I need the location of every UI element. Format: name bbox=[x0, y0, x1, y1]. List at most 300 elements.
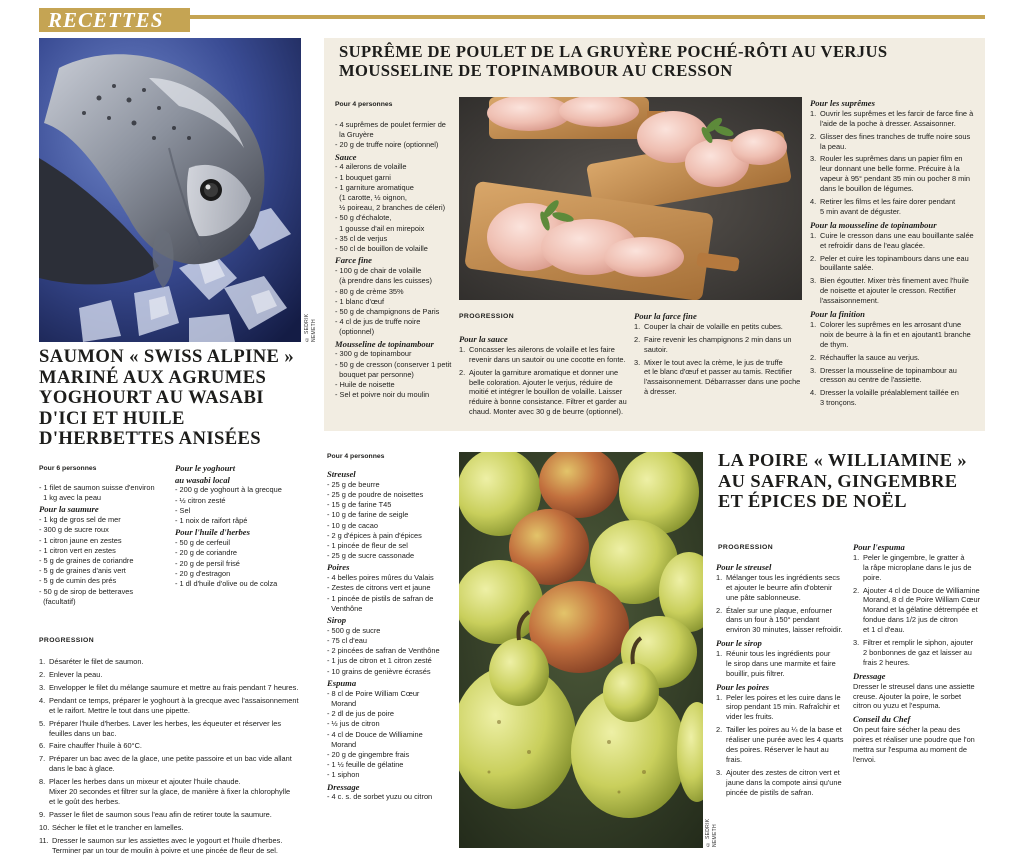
step-text-line: une pâte sablonneuse. bbox=[726, 592, 801, 602]
step-item bbox=[853, 586, 987, 636]
step-number: 1. bbox=[716, 649, 723, 658]
step-item bbox=[39, 683, 314, 693]
step-text-line: Passer le filet de saumon sous l'eau afin de retirer toute la saumure. bbox=[49, 809, 272, 819]
ingredient-line: - 1 garniture aromatique bbox=[335, 182, 414, 192]
ingredient-group-heading: Dressage bbox=[327, 781, 360, 792]
step-text-line: Pendant ce temps, préparer le yoghourt à la grecque avec l'assaisonnement bbox=[49, 695, 299, 705]
salmon-persons: Pour 6 personnes bbox=[39, 465, 97, 472]
step-text-line: fondue dans 1/2 jus de citron bbox=[863, 615, 958, 625]
step-number: 3. bbox=[634, 357, 641, 367]
step-number: 9. bbox=[39, 809, 46, 819]
step-number: 11. bbox=[39, 835, 49, 845]
step-text-line: noix de beurre à la fin et en ajoutant1 branche bbox=[820, 329, 971, 339]
ingredient-line: - 1 noix de raifort râpé bbox=[175, 516, 248, 526]
ingredient-line: - 20 g de gingembre frais bbox=[327, 749, 410, 759]
step-text-line: jaune dans la compote ainsi qu'une bbox=[726, 777, 842, 787]
ingredient-line: - 75 cl d'eau bbox=[327, 636, 368, 646]
ingredient-line: - 100 g de chair de volaille bbox=[335, 266, 422, 276]
pear-espuma-steps bbox=[853, 553, 987, 668]
chicken-right-col bbox=[810, 97, 982, 411]
step-item bbox=[634, 335, 806, 355]
step-text-line: 5 min avant de déguster. bbox=[820, 207, 901, 217]
ingredient-line: - 20 g d'estragon bbox=[175, 568, 231, 578]
step-item bbox=[634, 358, 806, 398]
step-text-line: Enlever la peau. bbox=[49, 669, 103, 679]
ingredient-line: (facultatif) bbox=[39, 596, 76, 606]
step-text-line: réaliser une purée avec les 4 quarts bbox=[726, 735, 844, 745]
step-text-line: Sécher le filet et le trancher en lamelles. bbox=[52, 822, 184, 832]
ingredient-group-heading: Sauce bbox=[335, 151, 357, 162]
ingredient-line: - 2 g d'épices à pain d'épices bbox=[327, 530, 422, 540]
ingredient-line: - ½ jus de citron bbox=[327, 719, 380, 729]
step-number: 2. bbox=[459, 367, 466, 377]
step-text-line: et refroidir dans de l'eau glacée. bbox=[820, 240, 925, 250]
step-item bbox=[716, 649, 848, 679]
ingredient-line: - 25 g de poudre de noisettes bbox=[327, 489, 424, 499]
ingredient-line: - 1 citron jaune en zestes bbox=[39, 535, 122, 545]
salmon-title-line: D'ICI ET HUILE bbox=[39, 407, 185, 429]
ingredient-line: - 35 cl de verjus bbox=[335, 233, 388, 243]
chicken-farce-block bbox=[634, 310, 806, 400]
ingredient-line: la Gruyère bbox=[335, 130, 374, 140]
chicken-title-line: SUPRÊME DE POULET DE LA GRUYÈRE POCHÉ-RÔTI AU VERJUS bbox=[339, 42, 888, 61]
step-number: 3. bbox=[810, 154, 817, 164]
ingredient-line: - 2 pincées de safran de Venthône bbox=[327, 646, 440, 656]
ingredient-line: - 20 g de persil frisé bbox=[175, 558, 240, 568]
salmon-title-line: MARINÉ AUX AGRUMES bbox=[39, 366, 267, 388]
step-number: 1. bbox=[459, 344, 466, 354]
ingredient-line: - 50 g de cerfeuil bbox=[175, 538, 231, 548]
step-number: 2. bbox=[810, 131, 817, 141]
step-item bbox=[810, 109, 982, 129]
pear-espuma-head: Pour l'espuma bbox=[853, 542, 905, 552]
step-text-line: vapeur à 95° pendant 35 min ou pocher 8 min bbox=[820, 174, 971, 184]
ingredient-line: - 4 cl de Douce de Williamine bbox=[327, 729, 423, 739]
chicken-photo bbox=[459, 97, 802, 300]
paragraph-line: poires et réaliser une poudre que l'on bbox=[853, 735, 975, 745]
ingredient-line: - 5 g de graines de coriandre bbox=[39, 556, 134, 566]
ingredient-line: - 300 g de topinambour bbox=[335, 349, 412, 359]
step-text-line: 2 bonbonnes de gaz et laisser au bbox=[863, 648, 972, 658]
salmon-illustration bbox=[39, 38, 301, 342]
step-text-line: Retirer les films et les faire dorer pendant bbox=[820, 197, 956, 207]
step-text-line: et ajouter le beurre afin d'obtenir bbox=[726, 582, 833, 592]
step-text-line: des poires. Réserver le haut au bbox=[726, 745, 829, 755]
ingredient-line: - 1 jus de citron et 1 citron zesté bbox=[327, 656, 432, 666]
ingredient-line: 1 kg avec la peau bbox=[39, 493, 102, 503]
step-text-line: Tailler les poires au ¼ de la base et bbox=[726, 725, 842, 735]
step-number: 1. bbox=[716, 692, 723, 702]
step-number: 8. bbox=[39, 777, 46, 787]
step-text-line: Désaréter le filet de saumon. bbox=[49, 657, 144, 666]
step-text-line: Ouvrir les suprêmes et les farcir de farce fine à bbox=[820, 108, 974, 118]
step-text-line: Couper la chair de volaille en petits cubes. bbox=[644, 321, 783, 331]
step-item bbox=[853, 553, 987, 583]
step-item bbox=[716, 768, 848, 798]
chicken-sauce-block bbox=[459, 333, 629, 420]
pear-streusel-steps bbox=[716, 573, 848, 636]
chicken-sauce-head: Pour la sauce bbox=[459, 334, 508, 344]
chicken-mousseline-head: Pour la mousseline de topinambour bbox=[810, 219, 937, 230]
chicken-farce-head: Pour la farce fine bbox=[634, 311, 697, 321]
chicken-supremes-head: Pour les suprêmes bbox=[810, 98, 875, 108]
step-number: 5. bbox=[39, 718, 46, 728]
step-item bbox=[810, 197, 982, 217]
section-tag bbox=[39, 8, 190, 32]
ingredient-line: (optionnel) bbox=[335, 327, 375, 337]
pear-poires-head: Pour les poires bbox=[716, 681, 769, 692]
ingredient-line: - 1 siphon bbox=[327, 770, 360, 780]
ingredient-group-heading: au wasabi local bbox=[175, 474, 230, 485]
ingredient-group-heading: Poires bbox=[327, 562, 350, 573]
salmon-ingredients-col1 bbox=[39, 483, 174, 607]
step-text-line: Réchauffer la sauce au verjus. bbox=[820, 352, 920, 362]
step-text-line: dans le bouillon de légumes. bbox=[820, 184, 914, 194]
pear-conseil-head: Conseil du Chef bbox=[853, 714, 911, 725]
step-text-line: Dresser la volaille préalablement taillée en bbox=[820, 388, 959, 398]
step-item bbox=[39, 777, 314, 807]
pear-photo bbox=[459, 452, 703, 848]
salmon-progression-label: PROGRESSION bbox=[39, 637, 95, 644]
step-item bbox=[810, 276, 982, 306]
ingredient-line: - 80 g de crème 35% bbox=[335, 286, 404, 296]
chicken-title bbox=[339, 43, 979, 81]
step-text-line: l'aide de la poche à dresser. Assaisonner. bbox=[820, 118, 956, 128]
ingredient-line: - 1 filet de saumon suisse d'environ bbox=[39, 483, 155, 492]
paragraph-line: mettra sur l'espuma au moment de bbox=[853, 744, 967, 754]
ingredient-line: - 1 pincée de fleur de sel bbox=[327, 541, 408, 551]
step-text-line: de thym. bbox=[820, 339, 849, 349]
step-number: 1. bbox=[810, 108, 817, 118]
step-text-line: Peler le gingembre, le gratter à bbox=[863, 552, 965, 562]
ingredient-line: Venthône bbox=[327, 603, 363, 613]
step-text-line: Envelopper le filet du mélange saumure et mettre au frais pendant 7 heures. bbox=[49, 682, 299, 692]
ingredient-line: - 300 g de sucre roux bbox=[39, 525, 109, 535]
pear-poires-steps bbox=[716, 693, 848, 798]
ingredient-line: - 10 grains de genièvre écrasés bbox=[327, 666, 431, 676]
step-text-line: Dresser la mousseline de topinambour au bbox=[820, 365, 957, 375]
step-number: 2. bbox=[810, 253, 817, 263]
pear-dressage-text bbox=[853, 682, 987, 712]
ingredient-line: - Huile de noisette bbox=[335, 380, 395, 390]
ingredient-line: - 10 g de cacao bbox=[327, 520, 378, 530]
ingredient-line: - 200 g de yoghourt à la grecque bbox=[175, 485, 282, 495]
ingredient-line: - 25 g de beurre bbox=[327, 479, 380, 489]
chicken-farce-steps bbox=[634, 322, 806, 397]
step-item bbox=[459, 345, 629, 365]
ingredient-line: - 1 kg de gros sel de mer bbox=[39, 515, 121, 525]
step-number: 1. bbox=[39, 657, 46, 666]
step-number: 2. bbox=[716, 725, 723, 735]
step-item bbox=[634, 322, 806, 332]
ingredient-line: - 10 g de farine de seigle bbox=[327, 510, 409, 520]
step-text-line: Rouler les suprêmes dans un papier film en bbox=[820, 154, 963, 164]
ingredient-line: - 5 g de graines d'anis vert bbox=[39, 566, 126, 576]
step-text-line: sirop pendant 15 min. Rafraîchir et bbox=[726, 702, 840, 712]
step-item bbox=[459, 368, 629, 418]
ingredient-line: (à prendre dans les cuisses) bbox=[335, 276, 432, 286]
pear-dressage-head: Dressage bbox=[853, 670, 886, 681]
step-text-line: frais 2 heures. bbox=[863, 657, 910, 667]
step-text-line: frais. bbox=[726, 755, 743, 765]
paragraph-line: citron ou yuzu et l'espuma. bbox=[853, 701, 941, 711]
ingredient-line: - 8 cl de Poire William Cœur bbox=[327, 688, 420, 698]
step-number: 1. bbox=[810, 230, 817, 240]
chicken-ingredients bbox=[335, 120, 457, 400]
ingredient-line: - 50 g de champignons de Paris bbox=[335, 306, 440, 316]
pear-sirop-head: Pour le sirop bbox=[716, 638, 762, 649]
step-number: 3. bbox=[716, 767, 723, 777]
ingredient-line: (1 carotte, ½ oignon, bbox=[335, 193, 407, 203]
step-item bbox=[853, 638, 987, 668]
ingredient-group-heading: Espuma bbox=[327, 677, 357, 688]
salmon-title-line: SAUMON « SWISS ALPINE » bbox=[39, 346, 295, 367]
ingredient-line: - 1 ½ feuille de gélatine bbox=[327, 760, 404, 770]
step-item bbox=[810, 320, 982, 350]
ingredient-line: - 50 g de cresson (conserver 1 petit bbox=[335, 359, 452, 369]
step-text-line: moitié et intégrer le bouillon de volaille. Laisser bbox=[469, 387, 623, 397]
step-item bbox=[716, 725, 848, 765]
step-text-line: dans le bac à glace. bbox=[49, 764, 115, 774]
step-text-line: Ajouter la garniture aromatique et donner une bbox=[469, 367, 619, 377]
step-text-line: leur donnant une belle forme. Précuire à la bbox=[820, 164, 960, 174]
step-text-line: l'assaisonnement. Débarrasser dans une poche bbox=[644, 377, 801, 387]
step-text-line: poire. bbox=[863, 572, 882, 582]
pear-persons: Pour 4 personnes bbox=[327, 453, 385, 460]
step-item bbox=[39, 754, 314, 774]
step-number: 1. bbox=[810, 319, 817, 329]
step-item bbox=[716, 573, 848, 603]
step-item bbox=[39, 836, 314, 856]
ingredient-line: - 4 ailerons de volaille bbox=[335, 162, 407, 172]
step-number: 7. bbox=[39, 754, 46, 764]
step-text-line: Morand, 8 cl de Poire William Cœur bbox=[863, 595, 981, 605]
step-number: 4. bbox=[810, 388, 817, 398]
ingredient-line: - 4 c. s. de sorbet yuzu ou citron bbox=[327, 792, 433, 802]
step-item bbox=[39, 719, 314, 739]
ingredient-line: - 50 cl de bouillon de volaille bbox=[335, 244, 428, 254]
ingredient-line: - 4 suprêmes de poulet fermier de bbox=[335, 120, 446, 129]
step-text-line: réduire à bonne consistance. Filtrer et garder au bbox=[469, 397, 627, 407]
chicken-progression-label: PROGRESSION bbox=[459, 313, 515, 320]
chicken-title-line: MOUSSELINE DE TOPINAMBOUR AU CRESSON bbox=[339, 60, 733, 80]
step-number: 1. bbox=[853, 552, 860, 562]
step-number: 10. bbox=[39, 822, 50, 832]
ingredient-line: - 50 g d'échalote, bbox=[335, 213, 392, 223]
step-number: 1. bbox=[634, 321, 641, 331]
ingredient-line: - Sel bbox=[175, 505, 191, 515]
step-text-line: vider les fruits. bbox=[726, 712, 774, 722]
pear-progression-label: PROGRESSION bbox=[718, 544, 774, 551]
salmon-photo-credit: © SEDRIK NEMETH bbox=[304, 313, 317, 342]
step-number: 2. bbox=[853, 585, 860, 595]
chicken-supremes-steps bbox=[810, 109, 982, 217]
step-number: 3. bbox=[810, 365, 817, 375]
ingredient-line: - 25 g de sucre cassonade bbox=[327, 551, 415, 561]
chicken-sauce-steps bbox=[459, 345, 629, 417]
step-item bbox=[810, 154, 982, 194]
salmon-title bbox=[39, 347, 301, 450]
pear-title-line: ET ÉPICES DE NOËL bbox=[718, 491, 907, 512]
step-text-line: Cuire le cresson dans une eau bouillante salée bbox=[820, 230, 974, 240]
step-text-line: Morand et la gélatine détrempée et bbox=[863, 605, 978, 615]
step-item bbox=[39, 670, 314, 680]
step-item bbox=[39, 810, 314, 820]
step-text-line: Faire revenir les champignons 2 min dans un bbox=[644, 334, 792, 344]
ingredient-group-heading: Pour l'huile d'herbes bbox=[175, 527, 250, 538]
pear-illustration bbox=[459, 452, 703, 848]
pear-sirop-steps bbox=[716, 649, 848, 679]
step-text-line: le sirop dans une marmite et faire bbox=[726, 658, 836, 668]
step-text-line: chaud. Monter avec 30 g de beurre (optionnel). bbox=[469, 407, 624, 417]
step-item bbox=[810, 132, 982, 152]
ingredient-line: - 2 dl de jus de poire bbox=[327, 709, 394, 719]
chicken-persons: Pour 4 personnes bbox=[335, 101, 393, 108]
pear-ingredients bbox=[327, 468, 457, 803]
pear-streusel-head: Pour le streusel bbox=[716, 562, 772, 572]
step-number: 3. bbox=[39, 682, 46, 692]
step-text-line: et le raifort. Mettre le tout dans une pipette. bbox=[49, 705, 190, 715]
ingredient-line: - 1 dl d'huile d'olive ou de colza bbox=[175, 578, 278, 588]
step-text-line: cresson au centre de l'assiette. bbox=[820, 375, 922, 385]
pear-right-col bbox=[853, 541, 987, 765]
pear-title-line: AU SAFRAN, GINGEMBRE bbox=[718, 470, 958, 491]
paragraph-line: creuse. Ajouter la poire, le sorbet bbox=[853, 691, 962, 701]
step-text-line: Mélanger tous les ingrédients secs bbox=[726, 572, 840, 582]
step-item bbox=[716, 693, 848, 723]
step-number: 1. bbox=[716, 572, 723, 582]
step-number: 6. bbox=[39, 741, 46, 751]
step-number: 4. bbox=[810, 197, 817, 207]
step-text-line: belle coloration. Ajouter le verjus, réduire de bbox=[469, 377, 613, 387]
step-text-line: Peler les poires et les cuire dans le bbox=[726, 692, 841, 702]
step-item bbox=[810, 254, 982, 274]
ingredient-line: 1 gousse d'ail en mirepoix bbox=[335, 223, 425, 233]
pear-title-line: LA POIRE « WILLIAMINE » bbox=[718, 450, 968, 470]
step-text-line: Mixer le tout avec la crème, le jus de truffe bbox=[644, 357, 783, 367]
step-text-line: Ajouter des zestes de citron vert et bbox=[726, 767, 840, 777]
step-text-line: Bien égoutter. Mixer très finement avec l'huile bbox=[820, 276, 969, 286]
ingredient-line: - 500 g de sucre bbox=[327, 625, 381, 635]
step-text-line: Concasser les ailerons de volaille et les faire bbox=[469, 344, 615, 354]
step-text-line: revenir dans un sautoir ou une cocotte en fonte. bbox=[469, 354, 626, 364]
step-text-line: pincée de pistils de safran. bbox=[726, 787, 814, 797]
ingredient-group-heading: Streusel bbox=[327, 469, 356, 479]
step-text-line: dans un four à 150° pendant bbox=[726, 615, 820, 625]
step-text-line: Terminer par un tour de moulin à poivre et une pincée de fleur de sel. bbox=[52, 845, 278, 855]
salmon-title-line: D'HERBETTES ANISÉES bbox=[39, 428, 262, 450]
step-item bbox=[810, 231, 982, 251]
ingredient-line: - 1 bouquet garni bbox=[335, 172, 391, 182]
step-number: 2. bbox=[716, 605, 723, 615]
step-text-line: la peau. bbox=[820, 141, 847, 151]
step-text-line: feuilles dans un bac. bbox=[49, 728, 117, 738]
step-text-line: de noisette et ajouter le cresson. Rectifier bbox=[820, 286, 956, 296]
ingredient-group-heading: Farce fine bbox=[335, 255, 372, 266]
step-text-line: Faire chauffer l'huile à 60°C. bbox=[49, 741, 142, 751]
chicken-finition-steps bbox=[810, 320, 982, 408]
ingredient-line: - 4 cl de jus de truffe noire bbox=[335, 317, 421, 327]
ingredient-line: - 20 g de truffe noire (optionnel) bbox=[335, 140, 439, 150]
step-item bbox=[810, 388, 982, 408]
step-text-line: 3 tronçons. bbox=[820, 398, 857, 408]
ingredient-group-heading: Pour le yoghourt bbox=[175, 463, 236, 473]
ingredient-line: - Sel et poivre noir du moulin bbox=[335, 390, 430, 400]
chicken-illustration bbox=[459, 97, 802, 300]
pear-photo-credit: © SEDRIK NEMETH bbox=[705, 818, 718, 847]
ingredient-group-heading: Mousseline de topinambour bbox=[335, 338, 434, 349]
ingredient-line: - 1 pincée de pistils de safran de bbox=[327, 593, 434, 603]
step-text-line: Étaler sur une plaque, enfourner bbox=[726, 605, 833, 615]
section-title: RECETTES bbox=[48, 8, 164, 32]
ingredient-line: - 5 g de cumin des prés bbox=[39, 576, 117, 586]
salmon-ingredients-col2 bbox=[175, 462, 310, 589]
ingredient-line: - 4 belles poires mûres du Valais bbox=[327, 573, 434, 583]
step-text-line: et le blanc d'œuf et passer au tamis. Rectifier bbox=[644, 367, 793, 377]
step-number: 2. bbox=[634, 334, 641, 344]
step-number: 4. bbox=[39, 695, 46, 705]
ingredient-line: - 1 blanc d'œuf bbox=[335, 296, 385, 306]
ingredient-line: - 15 g de farine T45 bbox=[327, 500, 392, 510]
step-text-line: environ 30 minutes, laisser refroidir. bbox=[726, 625, 843, 635]
step-text-line: sautoir. bbox=[644, 344, 668, 354]
step-item bbox=[39, 741, 314, 751]
pear-left-col bbox=[716, 561, 848, 801]
step-text-line: et 1 cl d'eau. bbox=[863, 625, 905, 635]
step-item bbox=[39, 823, 314, 833]
step-number: 3. bbox=[853, 638, 860, 648]
pear-title bbox=[718, 450, 988, 512]
chicken-finition-head: Pour la finition bbox=[810, 309, 865, 320]
ingredient-group-heading: Pour la saumure bbox=[39, 504, 99, 515]
step-text-line: à dresser. bbox=[644, 387, 677, 397]
paragraph-line: Dresser le streusel dans une assiette bbox=[853, 681, 975, 691]
ingredient-line: - 50 g de sirop de betteraves bbox=[39, 586, 134, 596]
step-text-line: Réunir tous les ingrédients pour bbox=[726, 649, 831, 658]
step-item bbox=[810, 353, 982, 363]
chicken-mousseline-steps bbox=[810, 231, 982, 306]
salmon-photo bbox=[39, 38, 301, 342]
step-text-line: la râpe microplane dans le jus de bbox=[863, 562, 972, 572]
step-item bbox=[810, 366, 982, 386]
step-text-line: l'assaisonnement. bbox=[820, 296, 879, 306]
paragraph-line: l'envoi. bbox=[853, 754, 876, 764]
step-text-line: Colorer les suprêmes en les arrosant d'une bbox=[820, 319, 962, 329]
step-text-line: et le goût des herbes. bbox=[49, 797, 121, 807]
step-text-line: bouillante salée. bbox=[820, 263, 874, 273]
pear-conseil-text bbox=[853, 725, 987, 765]
step-text-line: Peler et cuire les topinambours dans une eau bbox=[820, 253, 969, 263]
ingredient-line: - 20 g de coriandre bbox=[175, 548, 238, 558]
ingredient-line: - 1 citron vert en zestes bbox=[39, 545, 116, 555]
header-rule bbox=[190, 15, 985, 19]
step-text-line: Ajouter 4 cl de Douce de Williamine bbox=[863, 585, 980, 595]
ingredient-line: ½ poireau, 2 branches de céleri) bbox=[335, 203, 446, 213]
step-text-line: Dresser le saumon sur les assiettes avec le yogourt et l'huile d'herbes. bbox=[52, 835, 283, 845]
ingredient-line: - ½ citron zesté bbox=[175, 495, 226, 505]
ingredient-line: Morand bbox=[327, 739, 357, 749]
step-item bbox=[39, 696, 314, 716]
step-item bbox=[39, 657, 314, 667]
salmon-steps bbox=[39, 657, 314, 859]
step-item bbox=[716, 606, 848, 636]
step-text-line: Préparer un bac avec de la glace, une petite passoire et un bac vide allant bbox=[49, 754, 292, 764]
step-text-line: Glisser des fines tranches de truffe noire sous bbox=[820, 131, 971, 141]
salmon-title-line: YOGHOURT AU WASABI bbox=[39, 387, 264, 409]
step-number: 2. bbox=[810, 352, 817, 362]
ingredient-group-heading: Sirop bbox=[327, 615, 347, 626]
ingredient-line: - Zestes de citrons vert et jaune bbox=[327, 583, 431, 593]
